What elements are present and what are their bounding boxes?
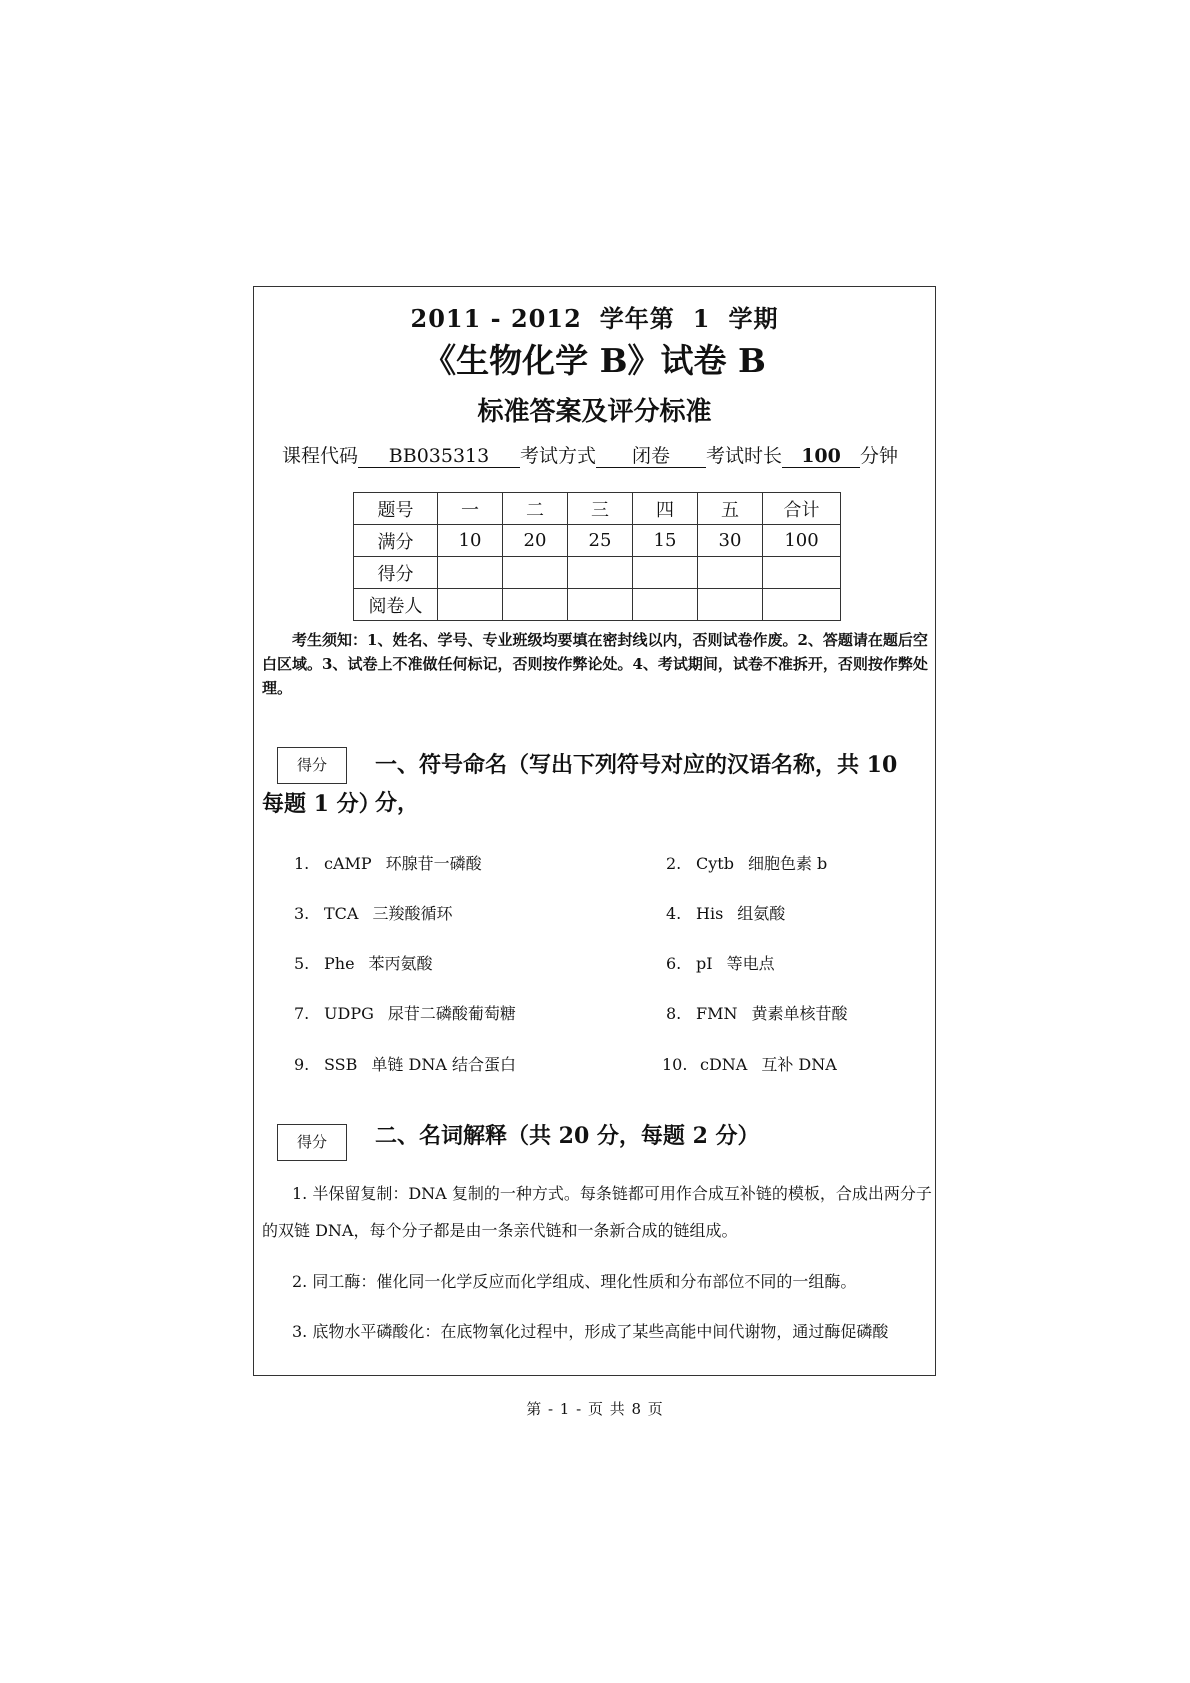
exam-subtitle: 标准答案及评分标准 xyxy=(477,397,712,427)
section1-heading-continued: 每题 1 分） xyxy=(262,791,381,817)
section2-score-box[interactable]: 得分 xyxy=(277,1124,347,1161)
definition-paragraph xyxy=(262,1175,934,1249)
list-item xyxy=(294,1052,516,1075)
item-number: 7. xyxy=(294,1004,310,1023)
definition-text: 3. 底物水平磷酸化：在底物氧化过程中，形成了某些高能中间代谢物，通过酶促磷酸 xyxy=(292,1322,889,1341)
list-item xyxy=(662,1052,837,1075)
table-cell: 合计 xyxy=(763,493,841,525)
item-number: 5. xyxy=(294,954,310,973)
table-cell: 四 xyxy=(633,493,698,525)
item-answer: 尿苷二磷酸葡萄糖 xyxy=(387,1004,516,1023)
item-symbol: Phe xyxy=(324,954,355,973)
table-cell: 15 xyxy=(633,525,698,557)
list-item xyxy=(666,901,785,924)
item-symbol: His xyxy=(696,904,724,923)
grader-cell[interactable] xyxy=(698,589,763,621)
item-answer: 细胞色素 b xyxy=(747,854,828,873)
list-item xyxy=(294,851,482,874)
list-item xyxy=(666,1001,848,1024)
item-answer: 单链 DNA 结合蛋白 xyxy=(371,1055,516,1074)
table-cell: 满分 xyxy=(354,525,438,557)
item-symbol: FMN xyxy=(696,1004,738,1023)
duration-unit: 分钟 xyxy=(860,445,899,467)
score-table xyxy=(353,492,841,621)
list-item xyxy=(294,951,433,974)
table-cell: 题号 xyxy=(354,493,438,525)
item-number: 9. xyxy=(294,1055,310,1074)
course-code-label: 课程代码 xyxy=(282,445,359,467)
table-cell: 25 xyxy=(568,525,633,557)
table-cell: 10 xyxy=(438,525,503,557)
item-number: 1. xyxy=(294,854,310,873)
year-range: 2011 - 2012 xyxy=(410,304,582,333)
term-line xyxy=(254,299,935,334)
item-answer: 环腺苷一磷酸 xyxy=(385,854,482,873)
score-table-earned-row xyxy=(354,557,841,589)
item-symbol: TCA xyxy=(324,904,359,923)
table-cell: 三 xyxy=(568,493,633,525)
item-number: 4. xyxy=(666,904,682,923)
year-word: 学年第 xyxy=(599,304,675,333)
table-cell: 五 xyxy=(698,493,763,525)
list-item xyxy=(666,951,775,974)
definition-paragraph xyxy=(262,1263,934,1300)
item-symbol: cDNA xyxy=(700,1055,748,1074)
definition-text: 2. 同工酶：催化同一化学反应而化学组成、理化性质和分布部位不同的一组酶。 xyxy=(292,1272,857,1291)
section1-score-box[interactable]: 得分 xyxy=(277,747,347,784)
earned-score-cell[interactable] xyxy=(763,557,841,589)
duration-value: 100 xyxy=(782,445,860,468)
item-number: 10. xyxy=(662,1055,688,1074)
list-item xyxy=(294,901,452,924)
table-cell: 一 xyxy=(438,493,503,525)
list-item xyxy=(666,851,827,874)
section2-heading: 二、名词解释（共 20 分，每题 2 分） xyxy=(375,1123,760,1149)
earned-score-cell[interactable] xyxy=(633,557,698,589)
score-table-grader-row xyxy=(354,589,841,621)
course-code-value: BB035313 xyxy=(358,445,520,468)
score-table-header-row xyxy=(354,493,841,525)
exam-mode-value: 闭卷 xyxy=(596,445,706,468)
earned-score-cell[interactable] xyxy=(568,557,633,589)
table-cell: 得分 xyxy=(354,557,438,589)
item-answer: 苯丙氨酸 xyxy=(368,954,433,973)
item-symbol: SSB xyxy=(324,1055,358,1074)
course-info xyxy=(282,441,898,468)
term-number: 1 xyxy=(692,304,711,333)
duration-label: 考试时长 xyxy=(706,445,783,467)
item-number: 2. xyxy=(666,854,682,873)
item-number: 3. xyxy=(294,904,310,923)
item-symbol: Cytb xyxy=(696,854,734,873)
table-cell: 阅卷人 xyxy=(354,589,438,621)
exam-sheet xyxy=(253,286,936,1376)
exam-notice: 考生须知：1、姓名、学号、专业班级均要填在密封线以内，否则试卷作废。2、答题请在题后空白区域。3、试卷上不准做任何标记，否则按作弊论处。4、考试期间，试卷不准拆开，否则按作弊处理。 xyxy=(262,631,928,697)
earned-score-cell[interactable] xyxy=(503,557,568,589)
item-symbol: pI xyxy=(696,954,713,973)
item-answer: 互补 DNA xyxy=(761,1055,837,1074)
definition-text: 1. 半保留复制：DNA 复制的一种方式。每条链都可用作合成互补链的模板，合成出两分子的双链 DNA，每个分子都是由一条亲代链和一条新合成的链组成。 xyxy=(262,1184,932,1240)
table-cell: 二 xyxy=(503,493,568,525)
item-answer: 等电点 xyxy=(726,954,775,973)
table-cell: 20 xyxy=(503,525,568,557)
table-cell: 30 xyxy=(698,525,763,557)
list-item xyxy=(294,1001,516,1024)
item-answer: 黄素单核苷酸 xyxy=(751,1004,848,1023)
grader-cell[interactable] xyxy=(763,589,841,621)
item-symbol: cAMP xyxy=(324,854,372,873)
term-word: 学期 xyxy=(728,304,779,333)
definition-paragraph xyxy=(262,1313,934,1350)
item-answer: 组氨酸 xyxy=(737,904,786,923)
grader-cell[interactable] xyxy=(503,589,568,621)
exam-mode-label: 考试方式 xyxy=(520,445,597,467)
grader-cell[interactable] xyxy=(633,589,698,621)
earned-score-cell[interactable] xyxy=(438,557,503,589)
grader-cell[interactable] xyxy=(438,589,503,621)
grader-cell[interactable] xyxy=(568,589,633,621)
item-number: 6. xyxy=(666,954,682,973)
table-cell: 100 xyxy=(763,525,841,557)
earned-score-cell[interactable] xyxy=(698,557,763,589)
score-table-full-row xyxy=(354,525,841,557)
exam-title: 《生物化学 B》试卷 B xyxy=(423,341,766,380)
page-footer: 第 - 1 - 页 共 8 页 xyxy=(526,1400,664,1418)
section1-heading: 一、符号命名（写出下列符号对应的汉语名称，共 10 分， xyxy=(375,752,898,816)
item-answer: 三羧酸循环 xyxy=(372,904,453,923)
item-symbol: UDPG xyxy=(324,1004,374,1023)
item-number: 8. xyxy=(666,1004,682,1023)
